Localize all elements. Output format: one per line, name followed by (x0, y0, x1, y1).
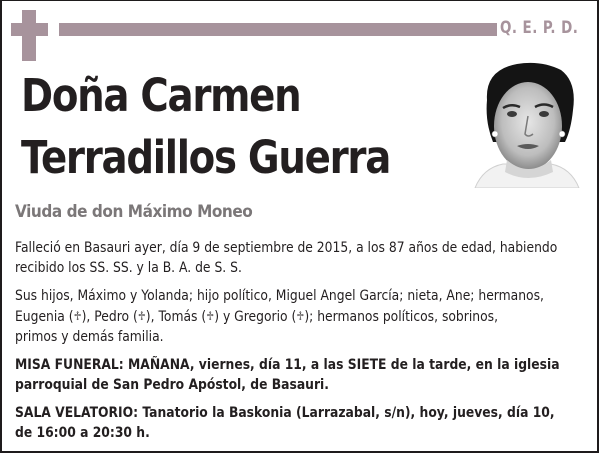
qepd-label: Q. E. P. D. (500, 18, 579, 38)
family-text: ), Tomás ( (145, 309, 207, 325)
family-text: ) y Gregorio ( (214, 309, 297, 325)
family-line: Sus hijos, Máximo y Yolanda; hijo político, Miguel Angel García; nieta, Ane; hermanos, (15, 288, 544, 304)
wake-room-paragraph (15, 403, 572, 443)
family-text: Eugenia ( (15, 309, 74, 325)
deceased-name-line2: Terradillos Guerra (21, 131, 391, 184)
deceased-cross-icon: ♱ (73, 309, 82, 323)
funeral-mass-line: parroquial de San Pedro Apóstol, de Basauri. (15, 377, 329, 393)
deceased-cross-icon: ♱ (206, 309, 215, 323)
death-notice-line: Falleció en Basauri ayer, día 9 de septiembre de 2015, a los 87 años de edad, habiendo (15, 240, 558, 256)
family-text: ), Pedro ( (81, 309, 138, 325)
cross-horizontal-bar (11, 23, 48, 36)
deceased-cross-icon: ♱ (137, 309, 146, 323)
wake-room-line: de 16:00 a 20:30 h. (15, 425, 150, 441)
death-notice-line: recibido los SS. SS. y la B. A. de S. S. (15, 260, 242, 276)
family-paragraph (15, 286, 572, 347)
funeral-mass-line: MISA FUNERAL: MAÑANA, viernes, día 11, a las SIETE de la tarde, en la iglesia (15, 357, 560, 373)
deceased-name-line1: Doña Carmen (21, 69, 301, 122)
family-line (15, 306, 572, 327)
death-notice-paragraph (15, 238, 572, 278)
header-rule (59, 23, 497, 36)
deceased-portrait (473, 60, 581, 188)
family-text: ); hermanos políticos, sobrinos, (304, 309, 498, 325)
family-line: primos y demás familia. (15, 329, 164, 345)
wake-room-line: SALA VELATORIO: Tanatorio la Baskonia (Larrazabal, s/n), hoy, jueves, día 10, (15, 405, 555, 421)
funeral-mass-paragraph (15, 355, 572, 395)
widow-subtitle: Viuda de don Máximo Moneo (15, 202, 253, 222)
deceased-cross-icon: ♱ (296, 309, 305, 323)
